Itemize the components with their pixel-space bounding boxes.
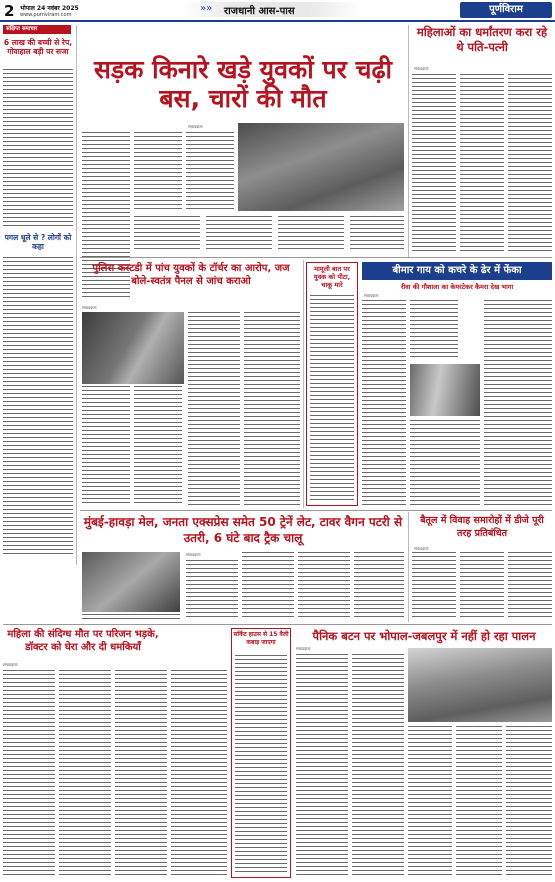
small-story-body: [310, 295, 354, 500]
train-photo: [82, 552, 180, 612]
right-top-dateline: संवाददाता: [414, 66, 429, 71]
small-story-headline: मामूली बात पर युवक को पीटा, चाकू मारे: [313, 265, 351, 289]
custody-body-col1: [82, 386, 130, 506]
betul-body-col2: [460, 552, 504, 620]
custody-headline: पुलिस कस्टडी में पांच युवकों के टॉर्चर का आरोप, जज बोले-स्वतंत्र पैनल से जांच कराओ: [92, 263, 290, 287]
brief-headline-2: पगल धूले से ? लोगों को कहा: [4, 233, 72, 251]
panic-photo: [408, 648, 552, 722]
brief-body-text-2: [3, 257, 73, 557]
lead-body-col3: [186, 132, 234, 212]
panic-body-col1: [296, 654, 348, 878]
betul-headline: बैतूल में विवाह समारोहों में डीजे पूरी तरह प्रतिबंधित: [420, 515, 544, 539]
custody-body-col2: [134, 386, 182, 506]
doctor-dateline: संवाददाता: [3, 662, 18, 667]
doctor-body-col2: [59, 670, 111, 878]
train-body-col1: [186, 560, 238, 620]
brief-headline: 6 लाख की बच्ची से रेप, गोवाहाल बड़ी पर सजा: [3, 38, 73, 56]
train-body-col5: [82, 614, 180, 620]
lead-headline: सड़क किनारे खड़े युवकों पर चढ़ी बस, चारों की मौत: [94, 55, 392, 113]
column-divider: [408, 25, 409, 257]
right-top-body-col3: [508, 74, 552, 254]
masthead-rule: [0, 20, 555, 22]
section-rule: [3, 624, 552, 625]
cow-photo: [410, 364, 480, 416]
train-body-col3: [298, 552, 350, 620]
right-top-body-col1: [412, 74, 456, 254]
cow-headline: बीमार गाय को कचरे के ढेर में फेंका: [392, 265, 522, 276]
train-body-col4: [354, 552, 404, 620]
lead-body-col6: [278, 216, 344, 252]
logo: [460, 2, 552, 18]
cow-body-col1: [362, 300, 406, 506]
panic-body-col2: [352, 654, 404, 878]
panic-body-col3: [408, 726, 452, 878]
column-divider: [76, 25, 77, 565]
doctor-body-col3: [115, 670, 167, 878]
custody-body-col4: [244, 312, 300, 506]
custody-photo: [82, 312, 184, 384]
masthead: [0, 0, 555, 22]
betul-body-col3: [508, 552, 552, 620]
brief-label: संक्षिप्त समाचार: [3, 25, 71, 34]
doctor-headline: महिला की संदिग्ध मौत पर परिजन भड़के, डॉक्टर को घेरा और दी धमकियाँ: [7, 629, 159, 653]
cow-body-col2: [410, 300, 458, 360]
panic-body-col4: [456, 726, 502, 878]
column-divider: [408, 512, 409, 622]
custody-dateline: संवाददाता: [82, 305, 97, 310]
small-story-box: [306, 262, 358, 506]
chevron-right-icon: »»: [200, 3, 213, 14]
cow-body-col3: [484, 300, 552, 506]
logo-text: पूर्णविराम: [489, 4, 523, 15]
date-line: भोपाल 24 नवंबर 2025: [20, 5, 79, 12]
circuit-headline: सर्किट हाउस से 15 वैली कबाड़ जाएगा: [233, 631, 289, 646]
cow-dateline: संवाददाता: [364, 293, 379, 298]
left-column: [3, 25, 73, 565]
column-divider: [303, 260, 304, 508]
betul-body-col1: [412, 552, 456, 620]
lead-body-col5: [206, 216, 272, 252]
panic-dateline: संवाददाता: [296, 646, 311, 651]
lead-body-col4: [134, 216, 200, 252]
betul-dateline: संवाददाता: [414, 546, 429, 551]
panic-headline: पैनिक बटन पर भोपाल-जबलपुर में नहीं हो रहा पालन: [312, 629, 536, 643]
right-top-headline: महिलाओं का धर्मांतरण करा रहे थे पति-पत्नी: [416, 25, 548, 54]
section-banner: [182, 2, 362, 17]
section-title: राजधानी आस-पास: [224, 6, 295, 17]
cow-headline-bar: [362, 262, 552, 280]
circuit-box: [231, 628, 291, 878]
custody-body-col3: [188, 312, 240, 506]
website: www.purnviram.com: [20, 12, 72, 18]
cow-body-col4: [410, 420, 480, 506]
circuit-body: [235, 655, 287, 873]
lead-body-col2: [134, 132, 182, 212]
page-number: 2: [4, 2, 15, 20]
section-rule: [80, 510, 552, 511]
train-dateline: संवाददाता: [186, 552, 201, 557]
cow-subhead: रीवा की गौशाला का केयरटेकर कैमरा देख भागा: [400, 283, 514, 291]
doctor-body-col4: [171, 670, 227, 878]
lead-photo: [238, 123, 404, 211]
train-body-col2: [242, 552, 294, 620]
lead-dateline: संवाददाता: [188, 124, 203, 129]
doctor-body-col1: [3, 670, 55, 878]
lead-body-col7: [350, 216, 404, 252]
right-top-body-col2: [460, 74, 504, 254]
brief-body-text: [3, 69, 73, 229]
panic-body-col5: [506, 726, 552, 878]
train-headline: मुंबई-हावड़ा मेल, जनता एक्सप्रेस समेत 50 ट्रेनें लेट, टावर वैगन पटरी से उतरी, 6 घंटे बाद ट्रैक चालू: [83, 515, 403, 545]
section-rule: [80, 257, 552, 258]
